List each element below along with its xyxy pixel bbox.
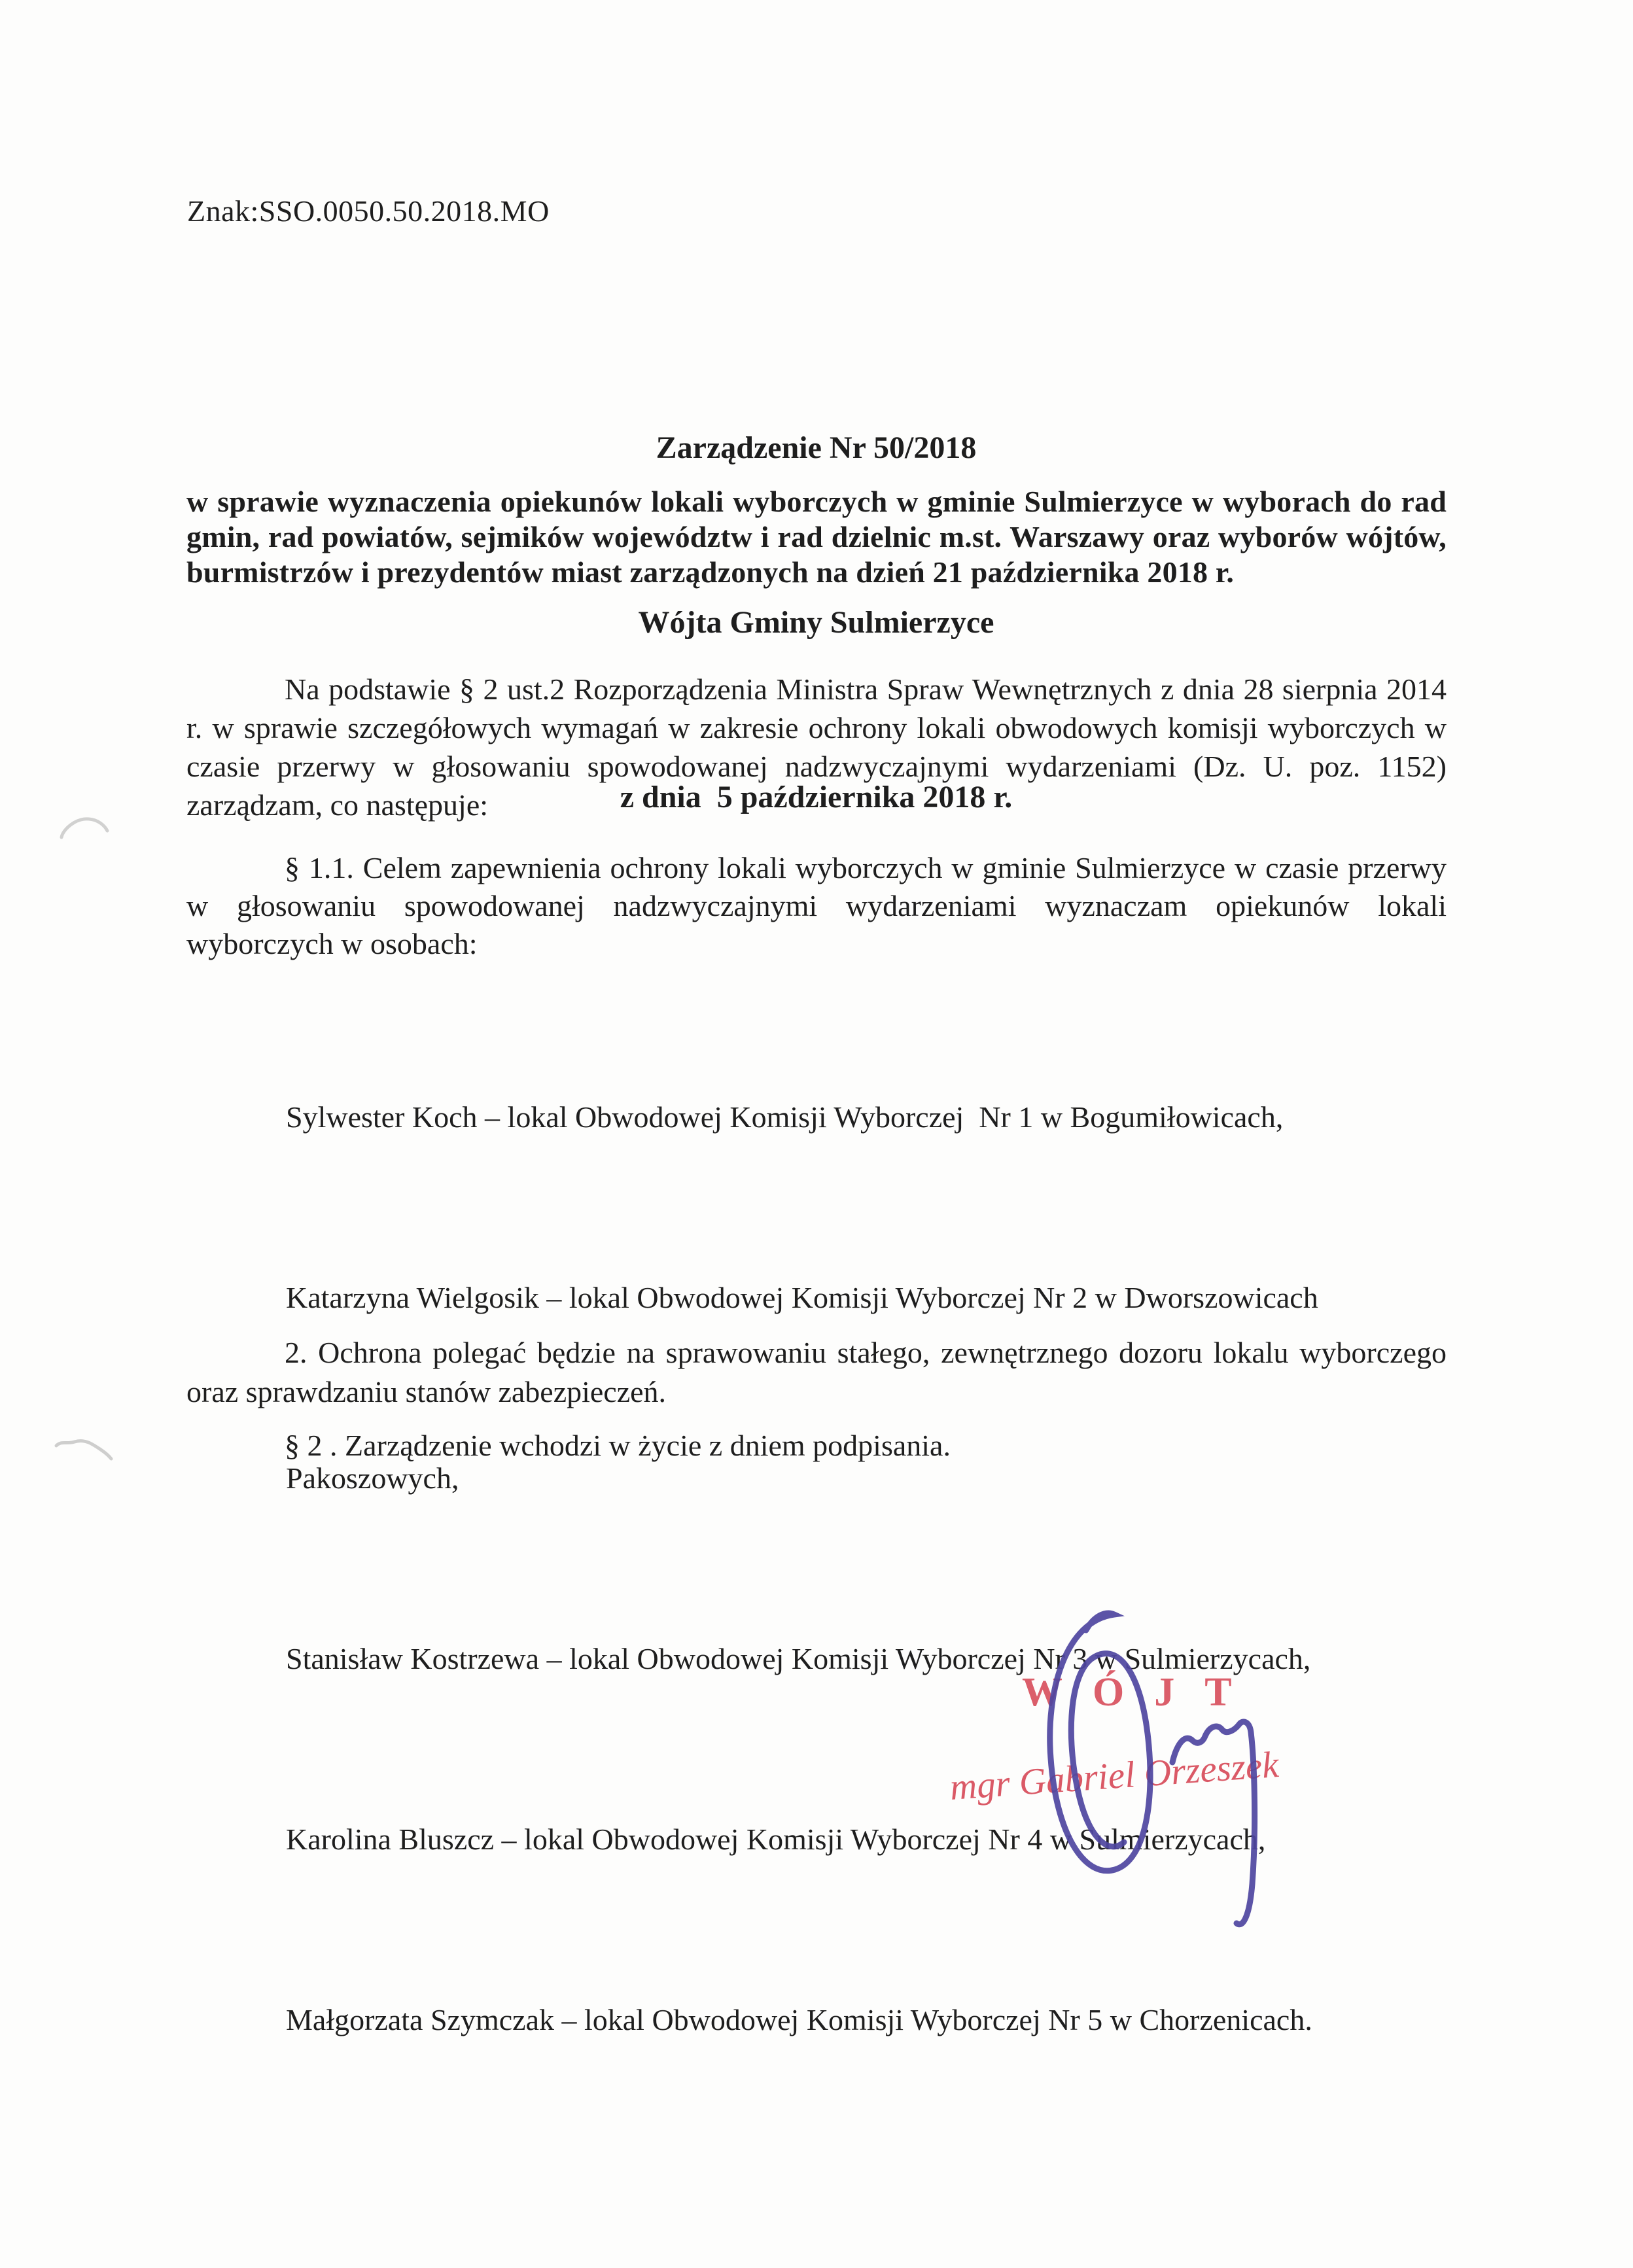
reference-number: Znak:SSO.0050.50.2018.MO — [187, 194, 550, 228]
legal-basis-paragraph: Na podstawie § 2 ust.2 Rozporządzenia Ministra Spraw Wewnętrznych z dnia 28 sierpnia 2014 r. w sprawie szczegółowych wymagań w zakresie ochrony lokali obwodowych komisji wyborczych w czasie przerwy w głosowaniu spowodowanej nadzwyczajnymi wydarzeniami (Dz. U. poz. 1152) zarządzam, co następuje: — [186, 672, 1447, 822]
pencil-stroke — [56, 1441, 111, 1459]
pencil-mark-arc — [58, 810, 123, 856]
custodian-line-wrap: Pakoszowych, — [286, 1461, 459, 1495]
section-1-paragraph: § 1.1. Celem zapewnienia ochrony lokali wyborczych w gminie Sulmierzyce w czasie przerwy w głosowaniu spowodowanej nadzwyczajnymi wydarzeniami wyznaczam opiekunów lokali wyborczych w osobach: — [186, 851, 1447, 960]
custodian-line: Katarzyna Wielgosik – lokal Obwodowej Komisji Wyborczej Nr 2 w Dworszowicach — [286, 1281, 1318, 1314]
custodian-line: Karolina Bluszcz – lokal Obwodowej Komisji Wyborczej Nr 4 w Sulmierzycach, — [286, 1823, 1266, 1856]
pencil-mark-squiggle — [52, 1434, 124, 1467]
title-block — [186, 302, 1446, 943]
section-2-paragraph: § 2 . Zarządzenie wchodzi w życie z dniem podpisania. — [285, 1429, 951, 1462]
title-line-date: z dnia 5 października 2018 r. — [620, 780, 1013, 814]
pencil-stroke — [61, 819, 107, 837]
custodian-line: Stanisław Kostrzewa – lokal Obwodowej Komisji Wyborczej Nr 3 w Sulmierzycach, — [286, 1642, 1311, 1675]
title-line-issuer: Wójta Gminy Sulmierzyce — [638, 605, 994, 640]
custodian-line: Małgorzata Szymczak – lokal Obwodowej Komisji Wyborczej Nr 5 w Chorzenicach. — [286, 2003, 1312, 2036]
title-line-ordinance-number: Zarządzenie Nr 50/2018 — [656, 430, 977, 465]
custodian-line: Sylwester Koch – lokal Obwodowej Komisji Wyborczej Nr 1 w Bogumiłowicach, — [286, 1100, 1284, 1134]
mayor-stamp-title: WÓJT — [1022, 1670, 1262, 1715]
custodians-list — [286, 967, 1450, 2171]
subject-paragraph: w sprawie wyznaczenia opiekunów lokali wyborczych w gminie Sulmierzyce w wyborach do rad gmin, rad powiatów, sejmików województw i rad dzielnic m.st. Warszawy oraz wyborów wójtów, burmistrzów i prezydentów miast zarządzonych na dzień 21 października 2018 r. — [186, 485, 1447, 589]
protection-scope-paragraph: 2. Ochrona polegać będzie na sprawowaniu stałego, zewnętrznego dozoru lokalu wyborczego oraz sprawdzaniu stanów zabezpieczeń. — [186, 1336, 1447, 1408]
mayor-stamp-name: mgr Gabriel Orzeszek — [948, 1743, 1280, 1808]
